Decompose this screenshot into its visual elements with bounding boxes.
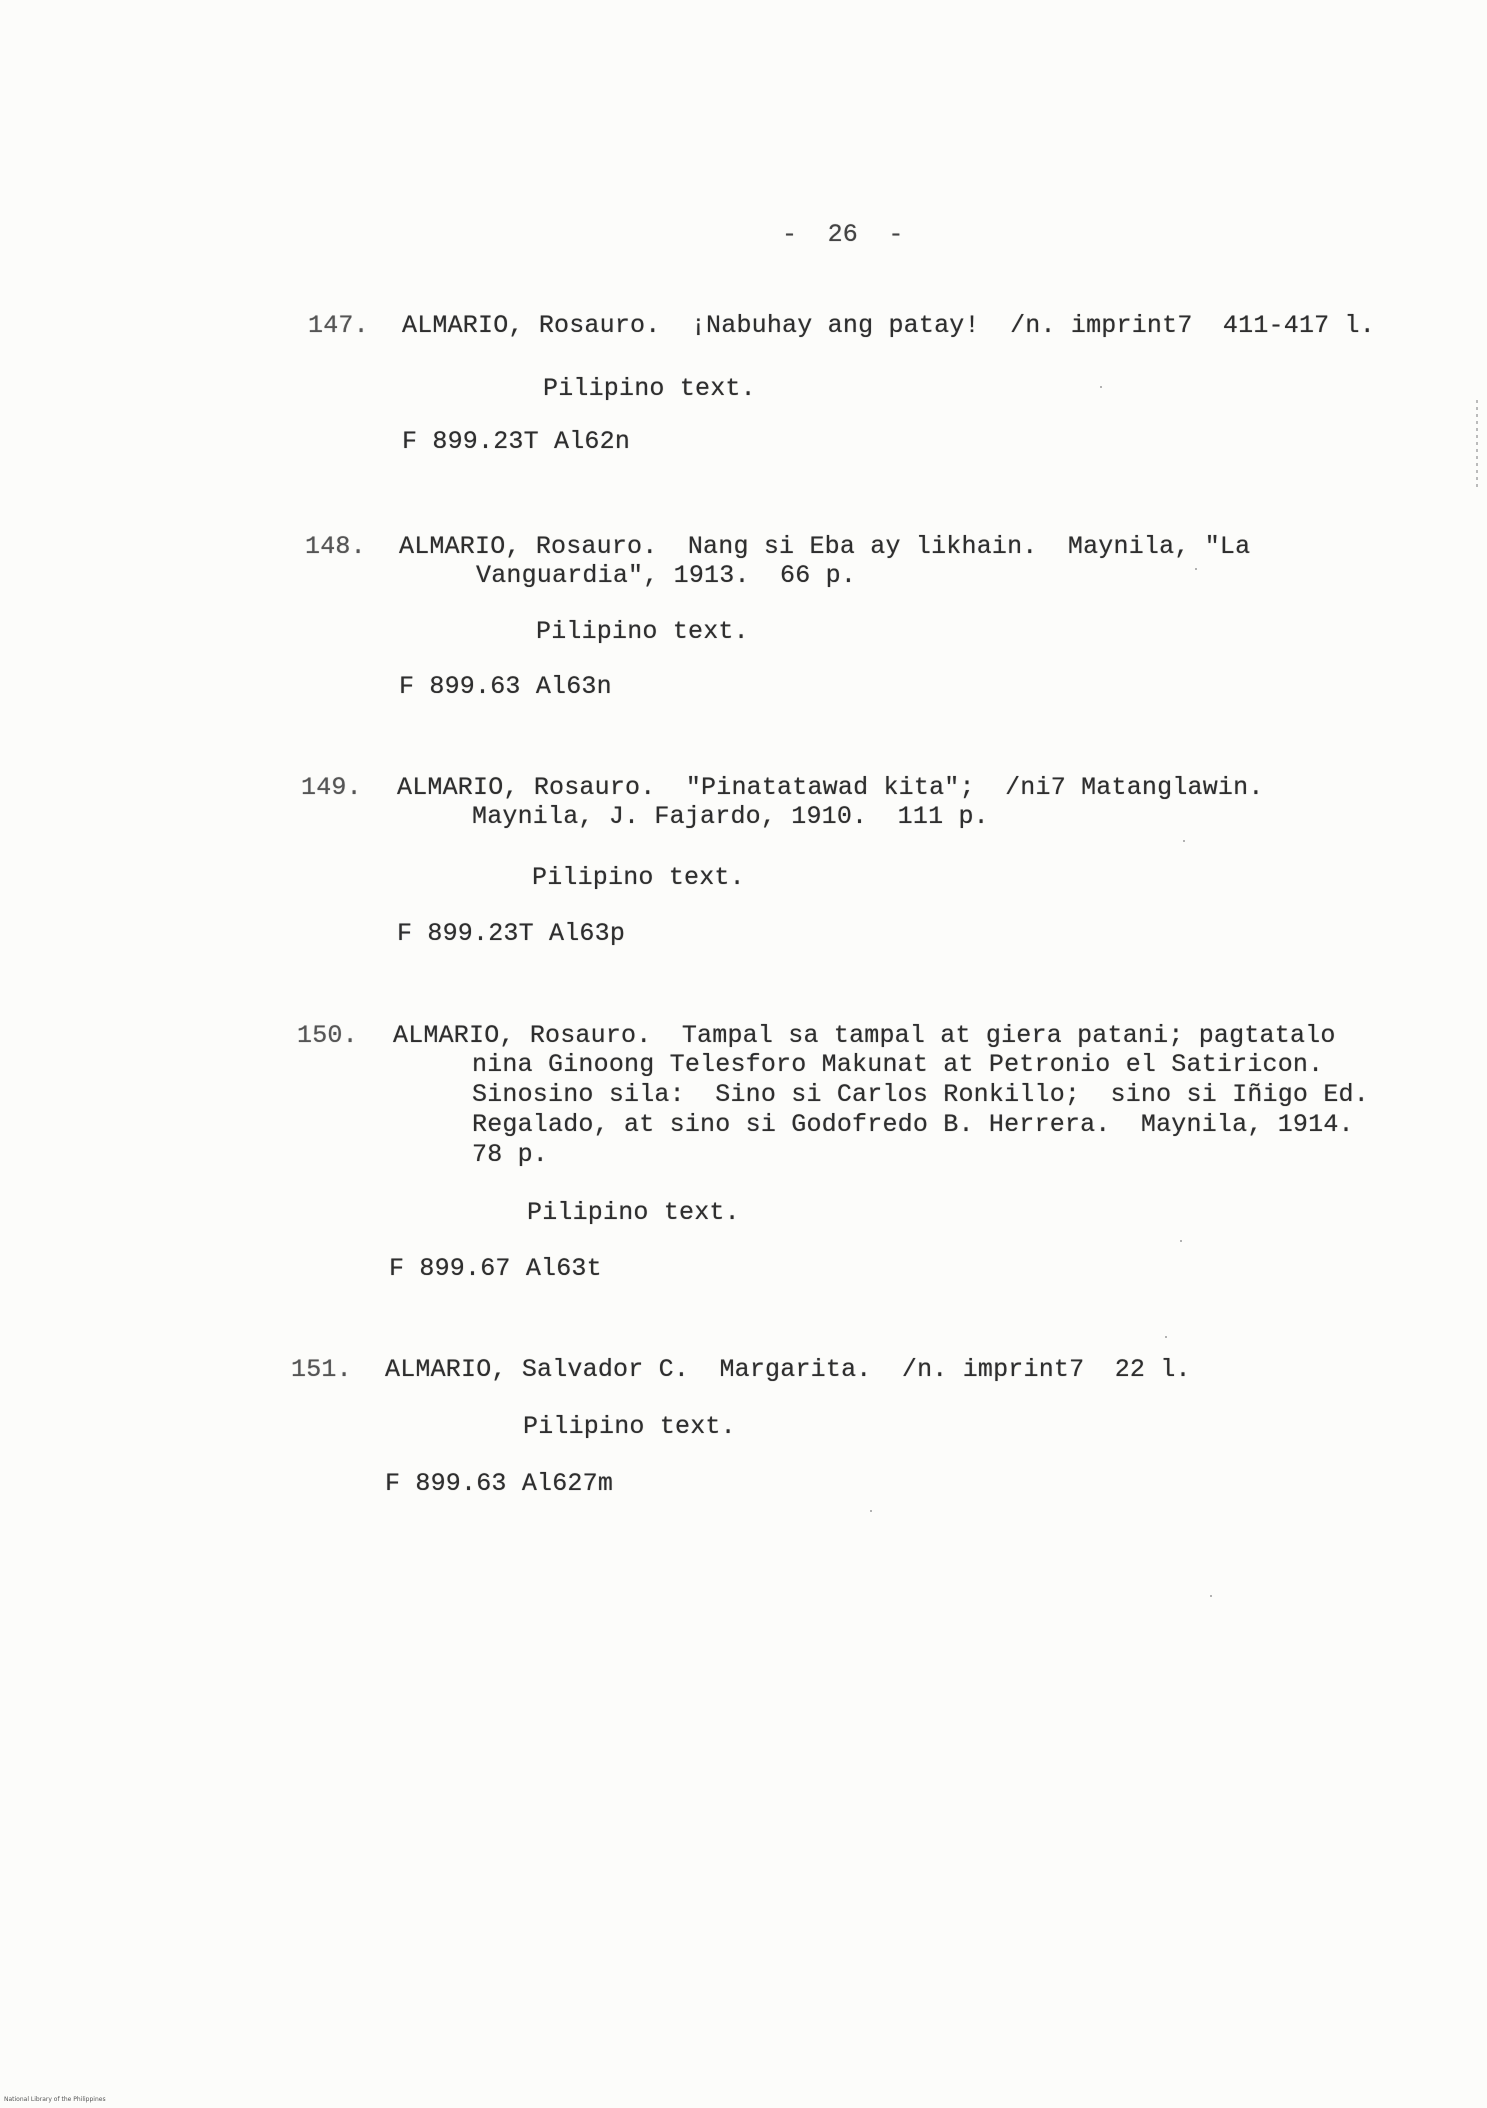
entry-citation-line: ALMARIO, Rosauro. Tampal sa tampal at giera patani; pagtatalo bbox=[393, 1021, 1336, 1050]
scan-speck bbox=[1165, 1336, 1167, 1338]
entry-number: 151. bbox=[291, 1355, 352, 1384]
scan-speck bbox=[1195, 568, 1197, 570]
entry-note: Pilipino text. bbox=[536, 617, 749, 646]
entry-note: Pilipino text. bbox=[532, 863, 745, 892]
entry-note: Pilipino text. bbox=[543, 374, 756, 403]
entry-citation-line: Maynila, J. Fajardo, 1910. 111 p. bbox=[472, 802, 989, 831]
entry-citation-line: ALMARIO, Rosauro. ¡Nabuhay ang patay! /n. imprint7 411-417 l. bbox=[402, 311, 1375, 340]
scan-speck bbox=[1100, 386, 1102, 388]
entry-citation-line: ALMARIO, Rosauro. Nang si Eba ay likhain. Maynila, "La bbox=[399, 532, 1251, 561]
entry-call-number: F 899.23T Al63p bbox=[397, 919, 626, 948]
entry-note: Pilipino text. bbox=[523, 1412, 736, 1441]
scan-speck bbox=[1180, 1240, 1182, 1242]
entry-number: 147. bbox=[308, 311, 369, 340]
entry-note: Pilipino text. bbox=[527, 1198, 740, 1227]
entry-call-number: F 899.23T Al62n bbox=[402, 427, 631, 456]
footer-source: National Library of the Philippines bbox=[4, 2096, 106, 2103]
entry-call-number: F 899.63 Al627m bbox=[385, 1469, 614, 1498]
entry-call-number: F 899.63 Al63n bbox=[399, 672, 612, 701]
entry-number: 148. bbox=[305, 532, 366, 561]
entry-citation-line: Vanguardia", 1913. 66 p. bbox=[476, 561, 857, 590]
entry-number: 150. bbox=[297, 1021, 358, 1050]
entry-citation-line: ALMARIO, Salvador C. Margarita. /n. imprint7 22 l. bbox=[385, 1355, 1191, 1384]
entry-citation-line: ALMARIO, Rosauro. "Pinatatawad kita"; /ni7 Matanglawin. bbox=[397, 773, 1264, 802]
scan-speck bbox=[870, 1510, 872, 1512]
entry-number: 149. bbox=[301, 773, 362, 802]
entry-call-number: F 899.67 Al63t bbox=[389, 1254, 602, 1283]
scan-edge-mark bbox=[1476, 400, 1478, 490]
entry-citation-line: Regalado, at sino si Godofredo B. Herrera. Maynila, 1914. bbox=[472, 1110, 1354, 1139]
scan-speck bbox=[1210, 1595, 1212, 1597]
scan-speck bbox=[1183, 840, 1185, 842]
page-number: - 26 - bbox=[782, 220, 904, 249]
entry-citation-line: Sinosino sila: Sino si Carlos Ronkillo; sino si Iñigo Ed. bbox=[472, 1080, 1369, 1109]
entry-citation-line: 78 p. bbox=[472, 1140, 549, 1169]
entry-citation-line: nina Ginoong Telesforo Makunat at Petronio el Satiricon. bbox=[472, 1050, 1324, 1079]
